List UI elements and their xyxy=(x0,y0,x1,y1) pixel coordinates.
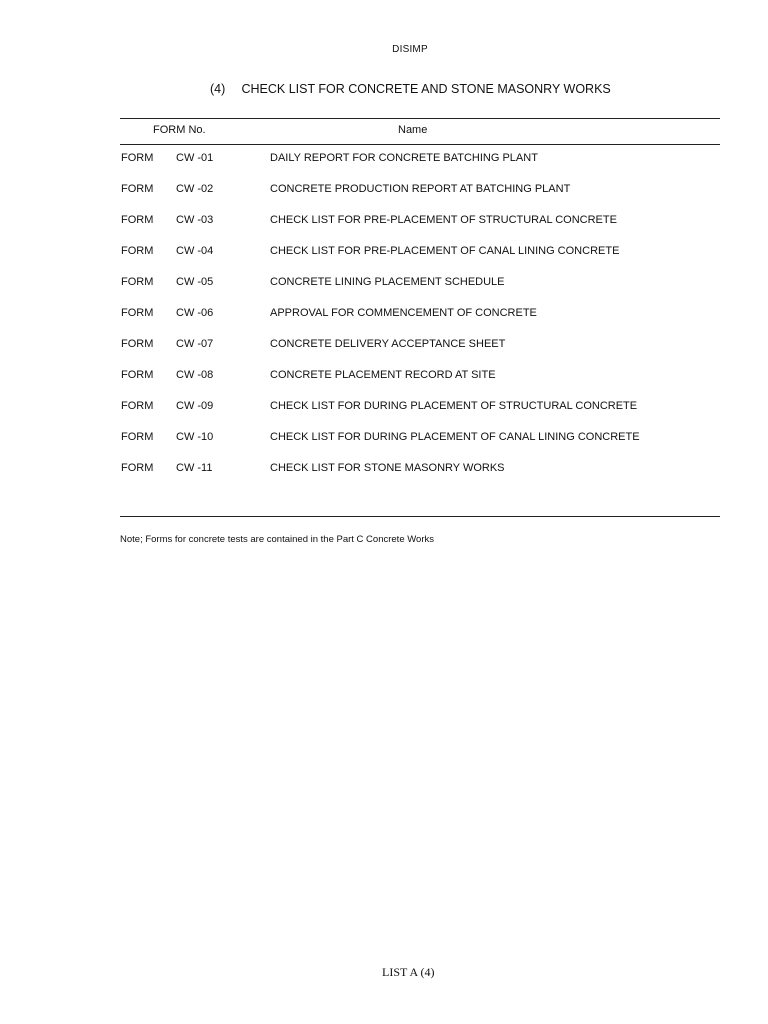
table-row xyxy=(121,307,721,338)
document-header-label: DISIMP xyxy=(392,44,428,55)
row-form-label: FORM xyxy=(121,338,154,350)
row-form-code: CW -02 xyxy=(176,183,214,195)
row-form-name: CONCRETE DELIVERY ACCEPTANCE SHEET xyxy=(270,338,506,350)
table-row xyxy=(121,245,721,276)
table-row xyxy=(121,400,721,431)
row-form-label: FORM xyxy=(121,369,154,381)
row-form-code: CW -08 xyxy=(176,369,214,381)
row-form-name: DAILY REPORT FOR CONCRETE BATCHING PLANT xyxy=(270,152,538,164)
table-row xyxy=(121,431,721,462)
row-form-name: CHECK LIST FOR STONE MASONRY WORKS xyxy=(270,462,505,474)
table-row xyxy=(121,338,721,369)
row-form-code: CW -04 xyxy=(176,245,214,257)
row-form-code: CW -09 xyxy=(176,400,214,412)
row-form-code: CW -06 xyxy=(176,307,214,319)
row-form-name: CHECK LIST FOR PRE-PLACEMENT OF STRUCTURAL CONCRETE xyxy=(270,214,617,226)
footnote: Note; Forms for concrete tests are contained in the Part C Concrete Works xyxy=(120,534,434,545)
row-form-label: FORM xyxy=(121,183,154,195)
row-form-code: CW -05 xyxy=(176,276,214,288)
row-form-label: FORM xyxy=(121,462,154,474)
table-row xyxy=(121,214,721,245)
table-row xyxy=(121,183,721,214)
row-form-code: CW -03 xyxy=(176,214,214,226)
row-form-label: FORM xyxy=(121,307,154,319)
row-form-name: CONCRETE PRODUCTION REPORT AT BATCHING PLANT xyxy=(270,183,571,195)
row-form-code: CW -11 xyxy=(176,462,213,474)
row-form-name: CHECK LIST FOR PRE-PLACEMENT OF CANAL LINING CONCRETE xyxy=(270,245,620,257)
forms-table-body xyxy=(121,152,721,493)
row-form-label: FORM xyxy=(121,431,154,443)
table-row xyxy=(121,276,721,307)
table-row xyxy=(121,462,721,493)
row-form-label: FORM xyxy=(121,245,154,257)
table-row xyxy=(121,369,721,400)
column-header-name: Name xyxy=(398,124,428,136)
row-form-label: FORM xyxy=(121,214,154,226)
row-form-code: CW -01 xyxy=(176,152,214,164)
row-form-label: FORM xyxy=(121,152,154,164)
row-form-code: CW -07 xyxy=(176,338,214,350)
row-form-label: FORM xyxy=(121,276,154,288)
row-form-name: CHECK LIST FOR DURING PLACEMENT OF STRUCTURAL CONCRETE xyxy=(270,400,638,412)
table-header-rule xyxy=(120,144,720,145)
table-top-rule xyxy=(120,118,720,119)
row-form-name: APPROVAL FOR COMMENCEMENT OF CONCRETE xyxy=(270,307,537,319)
table-row xyxy=(121,152,721,183)
page-title xyxy=(210,82,611,96)
row-form-code: CW -10 xyxy=(176,431,214,443)
row-form-name: CHECK LIST FOR DURING PLACEMENT OF CANAL LINING CONCRETE xyxy=(270,431,640,443)
section-title-text: CHECK LIST FOR CONCRETE AND STONE MASONRY WORKS xyxy=(241,82,611,96)
row-form-name: CONCRETE PLACEMENT RECORD AT SITE xyxy=(270,369,496,381)
column-header-form-no: FORM No. xyxy=(153,124,206,136)
row-form-name: CONCRETE LINING PLACEMENT SCHEDULE xyxy=(270,276,505,288)
table-bottom-rule xyxy=(120,516,720,517)
page-footer-label: LIST A (4) xyxy=(382,965,435,979)
row-form-label: FORM xyxy=(121,400,154,412)
section-number: (4) xyxy=(210,82,226,96)
